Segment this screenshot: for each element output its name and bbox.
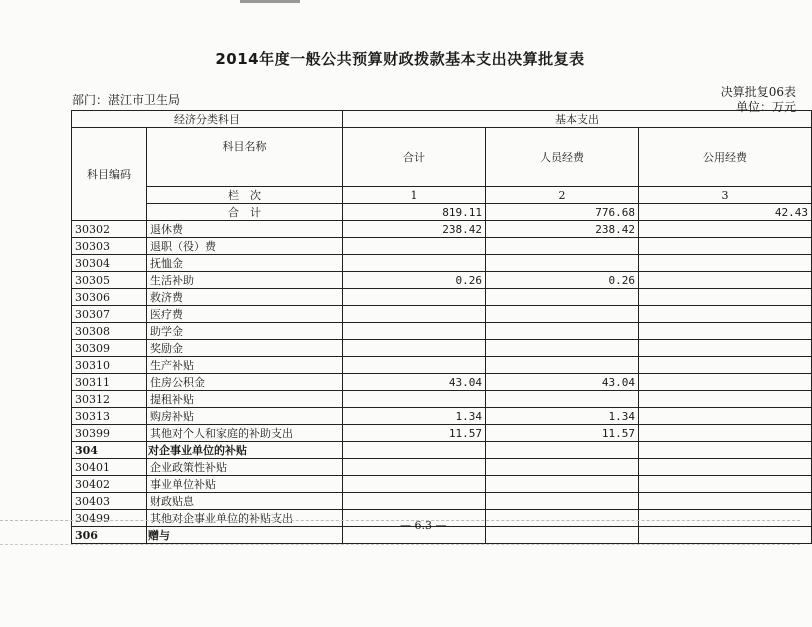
public-value — [639, 238, 812, 255]
table-row — [72, 425, 812, 442]
account-code: 30307 — [72, 306, 147, 323]
account-name: 购房补贴 — [147, 408, 343, 425]
table-row — [72, 255, 812, 272]
public-value — [639, 289, 812, 306]
total-value — [343, 357, 486, 374]
table-row — [72, 272, 812, 289]
total-value — [343, 323, 486, 340]
table-row — [72, 442, 812, 459]
public-value — [639, 476, 812, 493]
page-number: — 6.3 — — [400, 519, 447, 532]
total-value — [343, 391, 486, 408]
account-code: 30308 — [72, 323, 147, 340]
public-value — [639, 357, 812, 374]
header-row-3 — [72, 187, 812, 204]
total-value — [343, 255, 486, 272]
account-code: 30303 — [72, 238, 147, 255]
account-code: 30309 — [72, 340, 147, 357]
public-value — [639, 221, 812, 238]
personnel-value: 238.42 — [486, 221, 639, 238]
account-code: 30499 — [72, 510, 147, 527]
total-value — [343, 476, 486, 493]
account-code: 30304 — [72, 255, 147, 272]
account-name: 退休费 — [147, 221, 343, 238]
personnel-value: 0.26 — [486, 272, 639, 289]
sum-public: 42.43 — [639, 204, 812, 221]
public-value — [639, 510, 812, 527]
econ-class-header: 经济分类科目 — [72, 111, 343, 128]
personnel-value — [486, 255, 639, 272]
account-code: 304 — [72, 442, 147, 459]
account-name: 提租补贴 — [147, 391, 343, 408]
personnel-value — [486, 238, 639, 255]
column-number-2: 2 — [486, 187, 639, 204]
page-title: 2014年度一般公共预算财政拨款基本支出决算批复表 — [215, 50, 585, 68]
public-value — [639, 255, 812, 272]
public-header: 公用经费 — [639, 128, 812, 187]
table-row — [72, 289, 812, 306]
personnel-value: 43.04 — [486, 374, 639, 391]
account-name: 助学金 — [147, 323, 343, 340]
public-value — [639, 323, 812, 340]
account-code: 30305 — [72, 272, 147, 289]
total-value: 43.04 — [343, 374, 486, 391]
total-value — [343, 442, 486, 459]
sum-total: 819.11 — [343, 204, 486, 221]
personnel-value: 11.57 — [486, 425, 639, 442]
total-value: 238.42 — [343, 221, 486, 238]
expenditure-table — [71, 110, 812, 544]
name-header: 科目名称 — [147, 128, 343, 187]
public-value — [639, 272, 812, 289]
header-row-1 — [72, 111, 812, 128]
sum-personnel: 776.68 — [486, 204, 639, 221]
account-code: 306 — [72, 527, 147, 544]
account-code: 30311 — [72, 374, 147, 391]
account-name: 抚恤金 — [147, 255, 343, 272]
personnel-value — [486, 493, 639, 510]
department-label: 部门：湛江市卫生局 — [72, 93, 181, 107]
table-row — [72, 391, 812, 408]
personnel-header: 人员经费 — [486, 128, 639, 187]
personnel-value — [486, 357, 639, 374]
account-code: 30313 — [72, 408, 147, 425]
unit-label: 单位：万元 — [735, 100, 796, 114]
total-value: 11.57 — [343, 425, 486, 442]
account-name: 企业政策性补贴 — [147, 459, 343, 476]
personnel-value — [486, 527, 639, 544]
total-value — [343, 493, 486, 510]
public-value — [639, 374, 812, 391]
personnel-value — [486, 459, 639, 476]
col-label: 栏 次 — [147, 187, 343, 204]
public-value — [639, 527, 812, 544]
table-row — [72, 493, 812, 510]
public-value — [639, 306, 812, 323]
column-number-1: 1 — [343, 187, 486, 204]
table-row — [72, 238, 812, 255]
total-value — [343, 289, 486, 306]
account-name: 财政贴息 — [147, 493, 343, 510]
header-row-2 — [72, 128, 812, 187]
account-name: 生产补贴 — [147, 357, 343, 374]
personnel-value — [486, 323, 639, 340]
total-header: 合计 — [343, 128, 486, 187]
table-row — [72, 408, 812, 425]
basic-expenditure-header: 基本支出 — [343, 111, 812, 128]
table-row — [72, 374, 812, 391]
account-code: 30402 — [72, 476, 147, 493]
public-value — [639, 340, 812, 357]
personnel-value — [486, 510, 639, 527]
scan-mark — [240, 0, 300, 3]
table-row — [72, 221, 812, 238]
account-code: 30399 — [72, 425, 147, 442]
account-name: 对企事业单位的补贴 — [147, 442, 343, 459]
total-value — [343, 459, 486, 476]
table-row — [72, 306, 812, 323]
personnel-value — [486, 476, 639, 493]
account-name: 住房公积金 — [147, 374, 343, 391]
total-value — [343, 306, 486, 323]
table-row — [72, 323, 812, 340]
personnel-value — [486, 289, 639, 306]
account-name: 生活补助 — [147, 272, 343, 289]
account-code: 30403 — [72, 493, 147, 510]
account-code: 30306 — [72, 289, 147, 306]
total-value: 0.26 — [343, 272, 486, 289]
header-row-4 — [72, 204, 812, 221]
personnel-value — [486, 442, 639, 459]
account-name: 事业单位补贴 — [147, 476, 343, 493]
account-code: 30302 — [72, 221, 147, 238]
total-value — [343, 340, 486, 357]
table-row — [72, 340, 812, 357]
account-code: 30310 — [72, 357, 147, 374]
public-value — [639, 391, 812, 408]
account-name: 奖励金 — [147, 340, 343, 357]
personnel-value — [486, 391, 639, 408]
account-name: 其他对企事业单位的补贴支出 — [147, 510, 343, 527]
table-row — [72, 476, 812, 493]
column-number-3: 3 — [639, 187, 812, 204]
scan-dash-line — [0, 544, 800, 545]
personnel-value — [486, 340, 639, 357]
account-code: 30401 — [72, 459, 147, 476]
total-value — [343, 238, 486, 255]
table-row — [72, 459, 812, 476]
public-value — [639, 459, 812, 476]
form-code: 决算批复06表 — [720, 85, 796, 99]
total-value: 1.34 — [343, 408, 486, 425]
code-header: 科目编码 — [72, 128, 147, 221]
public-value — [639, 493, 812, 510]
table-row — [72, 357, 812, 374]
public-value — [639, 408, 812, 425]
account-name: 医疗费 — [147, 306, 343, 323]
sum-label: 合 计 — [147, 204, 343, 221]
account-name: 赠与 — [147, 527, 343, 544]
personnel-value — [486, 306, 639, 323]
account-name: 其他对个人和家庭的补助支出 — [147, 425, 343, 442]
public-value — [639, 425, 812, 442]
account-code: 30312 — [72, 391, 147, 408]
account-name: 退职（役）费 — [147, 238, 343, 255]
account-name: 救济费 — [147, 289, 343, 306]
public-value — [639, 442, 812, 459]
personnel-value: 1.34 — [486, 408, 639, 425]
